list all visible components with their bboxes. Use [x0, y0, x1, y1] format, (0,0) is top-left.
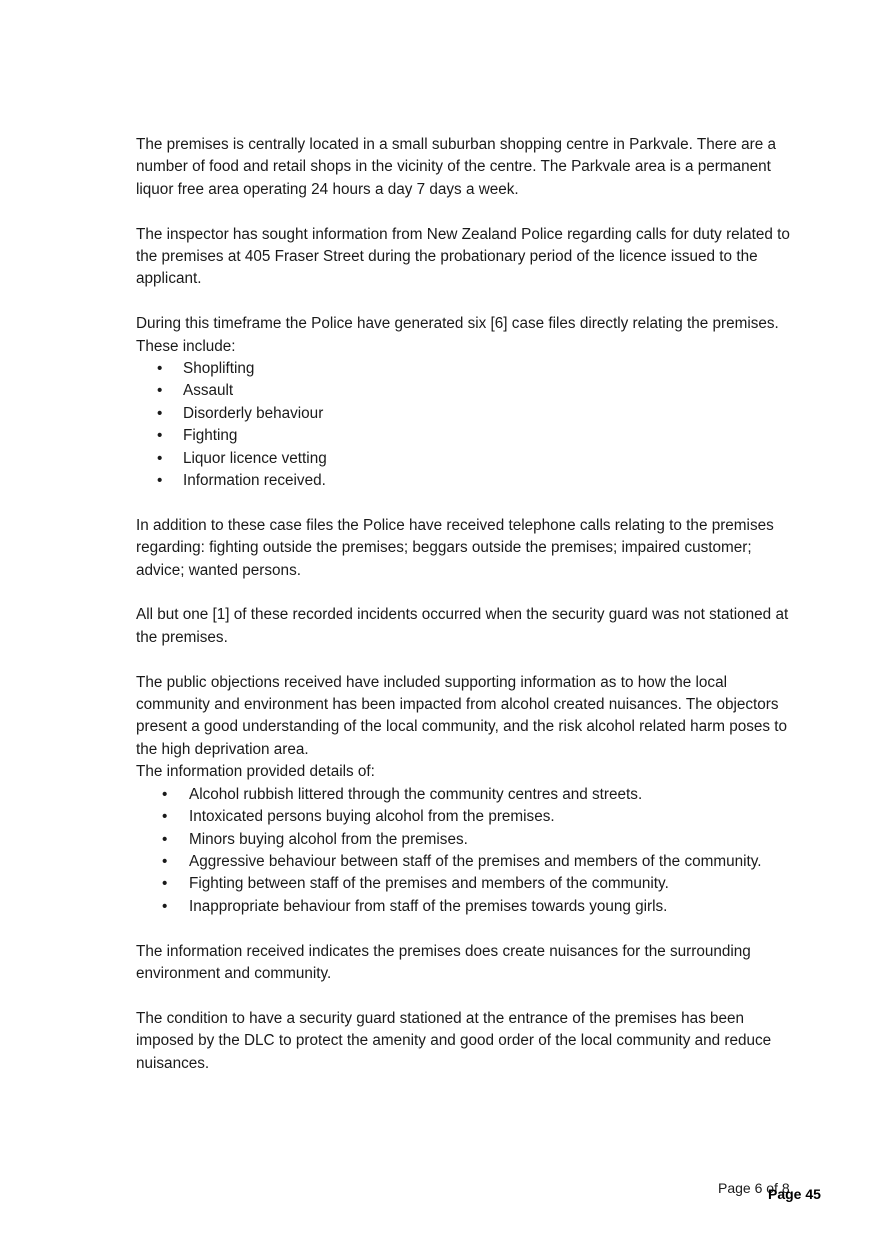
paragraph-location: The premises is centrally located in a small suburban shopping centre in Parkvale. There are a number of food and retail shops in the vicinity of the centre. The Parkvale area is a permanent liquor free area operating 24 hours a day 7 days a week. — [136, 136, 776, 198]
paragraph-condition: The condition to have a security guard stationed at the entrance of the premises has been imposed by the DLC to protect the amenity and good order of the local community and reduce nuisances. — [136, 1009, 772, 1072]
page-number-label: Page 45 — [768, 1186, 821, 1202]
paragraph-nuisances: The information received indicates the premises does create nuisances for the surrounding environment and community. — [136, 942, 751, 982]
list-item: • Minors buying alcohol from the premises. — [136, 829, 801, 851]
paragraph-details-intro: The information provided details of: — [136, 763, 375, 781]
list-item: • Alcohol rubbish littered through the community centres and streets. — [136, 784, 801, 806]
list-item: • Aggressive behaviour between staff of the premises and members of the community. — [136, 851, 801, 873]
paragraph-police-info: The inspector has sought information from New Zealand Police regarding calls for duty related to the premises at 405 Fraser Street during the probationary period of the licence issued to the applicant. — [136, 225, 790, 288]
page-of-label: Page 6 of 8 — [718, 1180, 790, 1196]
paragraph-telephone-calls: In addition to these case files the Police have received telephone calls relating to the premises regarding: fighting outside the premises; beggars outside the premises; impaired customer; advice; wanted persons. — [136, 516, 774, 579]
list-item: • Fighting between staff of the premises and members of the community. — [136, 873, 801, 895]
list-item: • Shoplifting — [136, 358, 801, 380]
list-item: • Information received. — [136, 470, 801, 492]
list-item: • Disorderly behaviour — [136, 403, 801, 425]
document-body — [136, 134, 801, 1075]
list-item: • Liquor licence vetting — [136, 448, 801, 470]
paragraph-security-guard-incidents: All but one [1] of these recorded incidents occurred when the security guard was not stationed at the premises. — [136, 606, 789, 646]
paragraph-public-objections: The public objections received have included supporting information as to how the local community and environment has been impacted from alcohol created nuisances. The objectors present a good understanding of the local community, and the risk alcohol related harm poses to the high deprivation area. — [136, 673, 788, 758]
page-footer — [718, 1180, 858, 1210]
list-item: • Fighting — [136, 425, 801, 447]
case-files-list — [136, 358, 801, 492]
details-list — [136, 784, 801, 918]
list-item: • Assault — [136, 380, 801, 402]
paragraph-case-files: During this timeframe the Police have generated six [6] case files directly relating the premises. These include: — [136, 315, 779, 355]
list-item: • Intoxicated persons buying alcohol from the premises. — [136, 806, 801, 828]
list-item: • Inappropriate behaviour from staff of the premises towards young girls. — [136, 896, 801, 918]
